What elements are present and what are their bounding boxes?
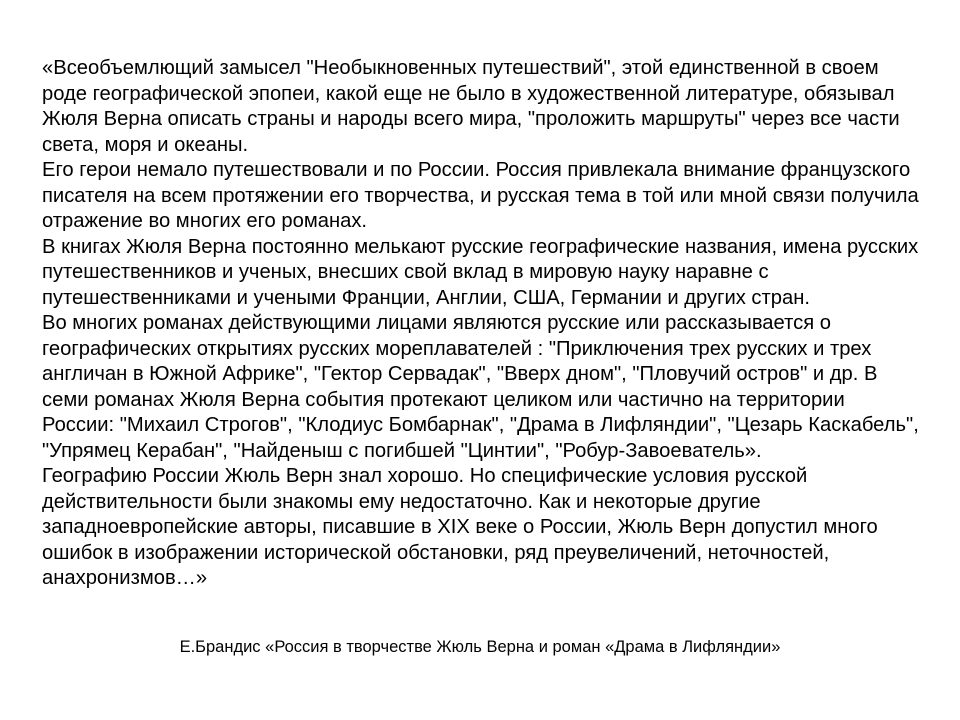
quote-paragraph-4: Во многих романах действующими лицами являются русские или рассказывается о географических открытиях русских мореплавателей : "Приключения трех русских и трех англичан в Южной Африке", "Гектор Сервадак", "Вверх дном", "Пловучий остров" и др. В семи романах Жюля Верна события протекают целиком или частично на территории России: "Михаил Строгов", "Клодиус Бомбарнак", "Драма в Лифляндии", "Цезарь Каскабель", "Упрямец Керабан", "Найденыш с погибшей "Цинтии", "Робур-Завоеватель». [42,312,919,462]
quote-block [42,56,922,592]
quote-paragraph-5: Географию России Жюль Верн знал хорошо. Но специфические условия русской действительности были знакомы ему недостаточно. Как и некоторые другие западноевропейские авторы, писавшие в XIX веке о России, Жюль Верн допустил много ошибок в изображении исторической обстановки, ряд преувеличений, неточностей, анахронизмов…» [42,465,878,589]
quote-paragraph-1: «Всеобъемлющий замысел "Необыкновенных путешествий", этой единственной в своем роде географической эпопеи, какой еще не было в художественной литературе, обязывал Жюля Верна описать страны и народы всего мира, "проложить маршруты" через все части света, моря и океаны. [42,57,900,156]
attribution: Е.Брандис «Россия в творчестве Жюль Верна и роман «Драма в Лифляндии» [179,638,781,656]
quote-paragraph-3: В книгах Жюля Верна постоянно мелькают русские географические названия, имена русских путешественников и ученых, внесших свой вклад в мировую науку наравне с путешественниками и учеными Франции, Англии, США, Германии и других стран. [42,235,919,309]
quote-paragraph-2: Его герои немало путешествовали и по России. Россия привлекала внимание французского писателя на всем протяжении его творчества, и русская тема в той или мной связи получила отражение во многих его романах. [42,159,919,232]
